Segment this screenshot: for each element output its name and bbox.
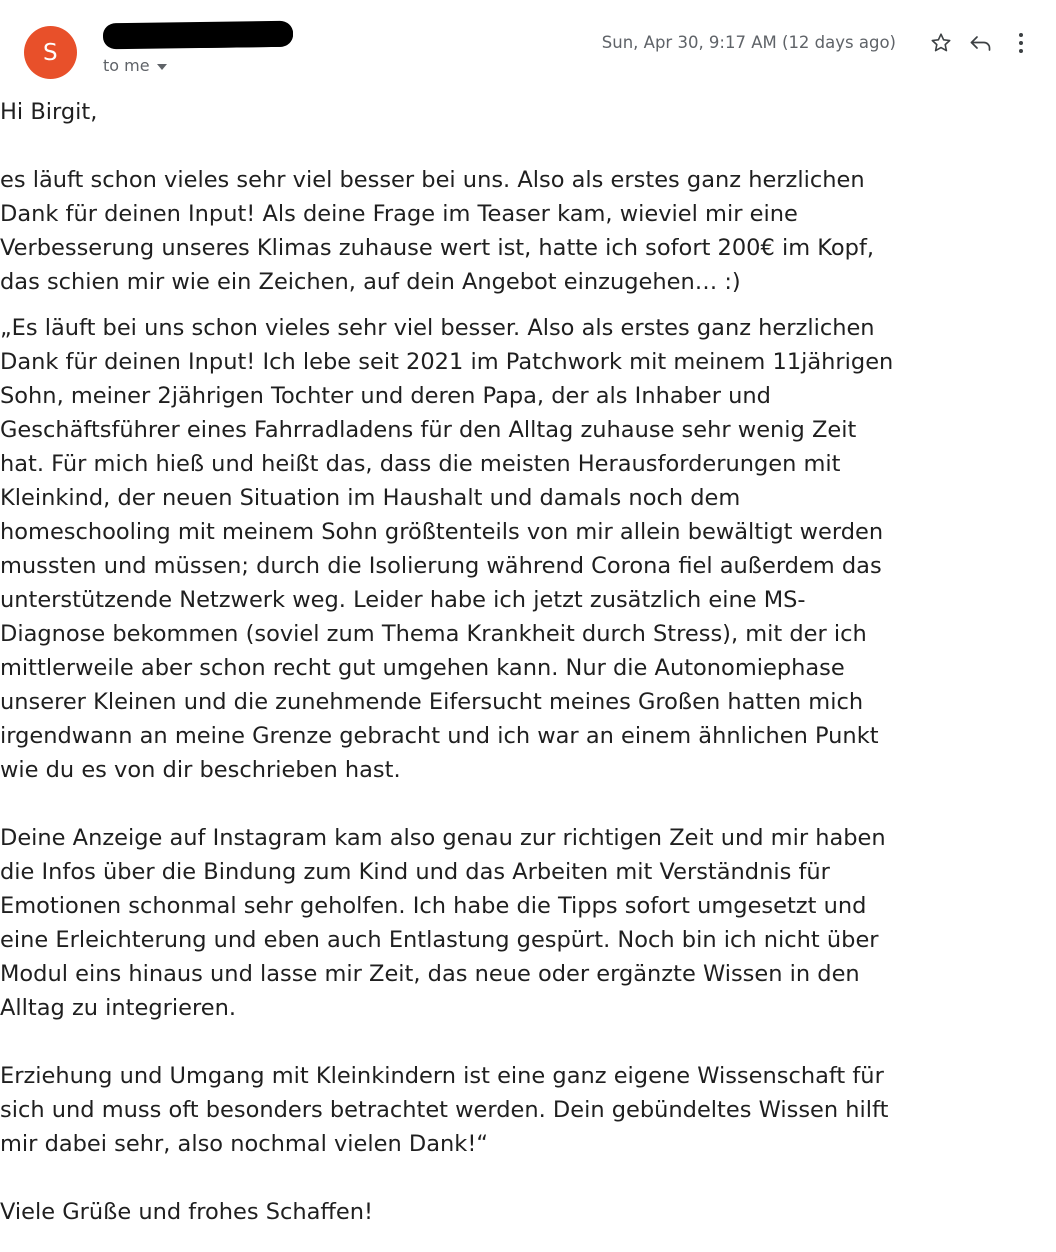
star-icon[interactable] <box>924 26 958 60</box>
paragraph-erziehung: Erziehung und Umgang mit Kleinkindern ist eine ganz eigene Wissenschaft für sich und muss oft besonders betrachtet werden. Dein gebündeltes Wissen hilft mir dabei sehr, also nochmal vielen Dank!“ <box>0 1063 889 1157</box>
header-actions <box>602 26 1038 60</box>
more-options-icon[interactable] <box>1004 26 1038 60</box>
recipient-label: to me <box>103 56 150 75</box>
paragraph-quote: „Es läuft bei uns schon vieles sehr viel besser. Also als erstes ganz herzlichen Dank für deinen Input! Ich lebe seit 2021 im Patchwork mit meinem 11jährigen Sohn, meiner 2jährigen Tochter und deren Papa, der als Inhaber und Geschäftsführer eines Fahrradladens für den Alltag zuhause sehr wenig Zeit hat. Für mich hieß und heißt das, dass die meisten Herausforderungen mit Kleinkind, der neuen Situation im Haushalt und damals noch dem homeschooling mit meinem Sohn größtenteils von mir allein bewältigt werden mussten und müssen; durch die Isolierung während Corona fiel außerdem das unterstützende Netzwerk weg. Leider habe ich jetzt zusätzlich eine MS-Diagnose bekommen (soviel zum Thema Krankheit durch Stress), mit der ich mittlerweile aber schon recht gut umgehen kann. Nur die Autonomiephase unserer Kleinen und die zunehmende Eifersucht meines Großen hatten mich irgendwann an meine Grenze gebracht und ich war an einem ähnlichen Punkt wie du es von dir beschrieben hast. <box>0 315 894 783</box>
greeting-line: Hi Birgit, <box>0 99 98 125</box>
paragraph-instagram: Deine Anzeige auf Instagram kam also genau zur richtigen Zeit und mir haben die Infos über die Bindung zum Kind und das Arbeiten mit Verständnis für Emotionen schonmal sehr geholfen. Ich habe die Tipps sofort umgesetzt und eine Erleichterung und eben auch Entlastung gespürt. Noch bin ich nicht über Modul eins hinaus und lasse mir Zeit, das neue oder ergänzte Wissen in den Alltag zu integrieren. <box>0 825 886 1021</box>
reply-icon[interactable] <box>964 26 998 60</box>
signoff-line: Viele Grüße und frohes Schaffen! <box>0 1199 374 1225</box>
more-options-dots <box>1010 30 1032 56</box>
chevron-down-icon[interactable] <box>157 64 167 70</box>
recipient-row[interactable] <box>103 56 293 76</box>
timestamp: Sun, Apr 30, 9:17 AM (12 days ago) <box>601 33 896 52</box>
paragraph-intro: es läuft schon vieles sehr viel besser bei uns. Also als erstes ganz herzlichen Dank für deinen Input! Als deine Frage im Teaser kam, wieviel mir eine Verbesserung unseres Klimas zuhause wert ist, hatte ich sofort 200€ im Kopf, das schien mir wie ein Zeichen, auf dein Angebot einzugehen… :) <box>0 167 875 295</box>
email-header <box>0 0 1056 88</box>
avatar: S <box>24 26 77 79</box>
sender-block <box>103 22 293 76</box>
sender-name-redacted <box>103 21 293 50</box>
email-body <box>0 88 1056 1229</box>
